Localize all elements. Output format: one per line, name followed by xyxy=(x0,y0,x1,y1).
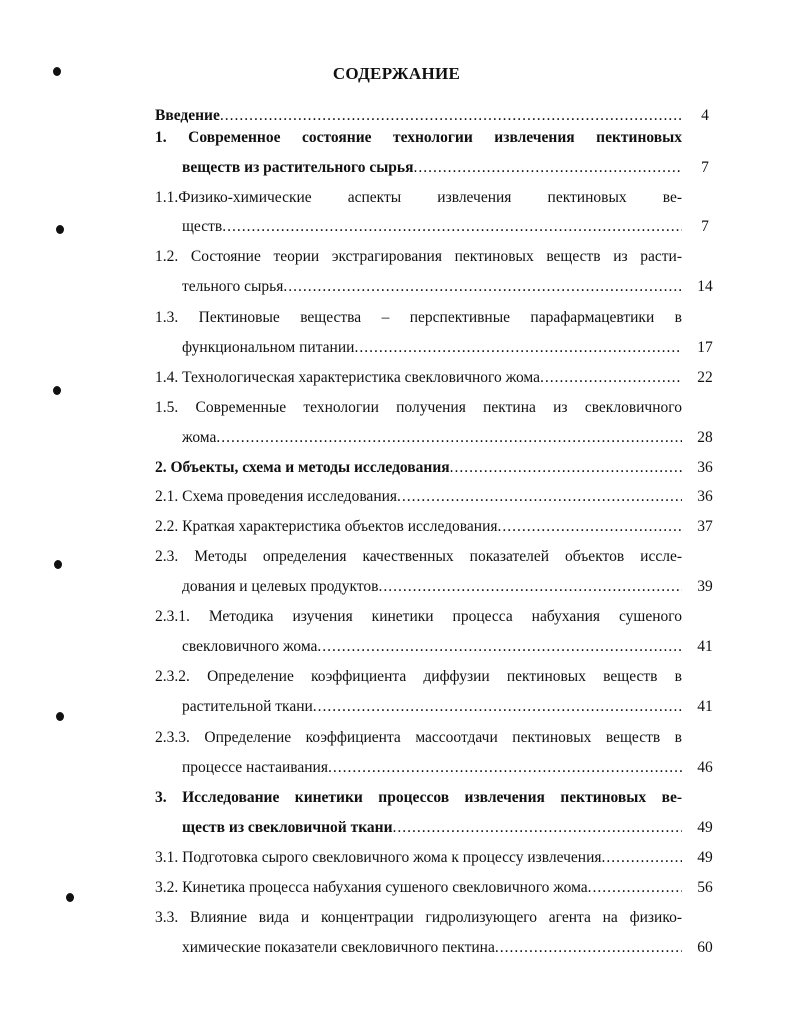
toc-page-number: 56 xyxy=(697,879,713,896)
page-title: СОДЕРЖАНИЕ xyxy=(332,64,461,83)
toc-entry xyxy=(182,758,682,778)
toc-entry xyxy=(155,458,682,478)
toc-page-number: 28 xyxy=(697,429,713,446)
toc-entry xyxy=(155,848,682,868)
toc-entry-text: 3.1. Подготовка сырого свекловичного жома к процессу извлечения xyxy=(155,849,602,866)
toc-entry-text: 1.3. Пектиновые вещества – перспективные парафармацевтики в xyxy=(155,309,682,326)
toc-entry xyxy=(182,428,682,448)
toc-entry-text: ществ xyxy=(182,218,223,235)
toc-entry-text: ществ из свекловичной ткани xyxy=(182,819,393,836)
toc-entry-text: 3.3. Влияние вида и концентрации гидролизующего агента на физико- xyxy=(155,909,682,926)
toc-page-number: 41 xyxy=(697,638,713,655)
toc-page-number: 17 xyxy=(697,339,713,356)
toc-entry xyxy=(155,106,682,126)
toc-entry-text: 2.3.2. Определение коэффициента диффузии пектиновых веществ в xyxy=(155,668,682,685)
toc-entry xyxy=(155,878,682,898)
toc-entry-text: химические показатели свекловичного пектина xyxy=(182,939,495,956)
toc-entry-text: 1.5. Современные технологии получения пектина из свекловичного xyxy=(155,399,682,416)
toc-page-number: 39 xyxy=(697,578,713,595)
toc-entry-text: 3.2. Кинетика процесса набухания сушеного свекловичного жома xyxy=(155,879,588,896)
toc-entry-text: 2. Объекты, схема и методы исследования xyxy=(155,459,450,476)
toc-page-number: 14 xyxy=(697,278,713,295)
toc-entry-text: 1. Современное состояние технологии извлечения пектиновых xyxy=(155,129,682,146)
toc-entry-text: тельного сырья xyxy=(182,278,284,295)
toc-entry-text: дования и целевых продуктов xyxy=(182,578,379,595)
toc-page-number: 41 xyxy=(697,698,713,715)
toc-page-number: 49 xyxy=(697,819,713,836)
toc-entry-text: процессе настаивания xyxy=(182,759,328,776)
toc-entry-text: 2.3. Методы определения качественных показателей объектов иссле- xyxy=(155,548,682,565)
toc-entry-text: 2.3.1. Методика изучения кинетики процесса набухания сушеного xyxy=(155,608,682,625)
toc-entry-text: растительной ткани xyxy=(182,698,313,715)
scan-speck xyxy=(66,893,74,902)
toc-entry xyxy=(182,338,682,358)
toc-page-number: 4 xyxy=(701,107,709,124)
toc-entry-text: 2.1. Схема проведения исследования xyxy=(155,488,398,505)
toc-entry xyxy=(155,517,682,537)
toc-page-number: 7 xyxy=(701,159,709,176)
toc-entry-text: 1.1.Физико-химические аспекты извлечения пектиновых ве- xyxy=(155,189,682,206)
toc-entry-text: жома xyxy=(182,429,217,446)
scan-speck xyxy=(53,386,61,395)
toc-entry-text: функциональном питании xyxy=(182,339,355,356)
toc-page-number: 7 xyxy=(701,218,709,235)
toc-entry xyxy=(182,697,682,717)
toc-page-number: 49 xyxy=(697,849,713,866)
toc-entry-text: веществ из растительного сырья xyxy=(182,159,414,176)
toc-entry-text: свекловичного жома xyxy=(182,638,318,655)
toc-entry xyxy=(182,217,682,237)
toc-entry xyxy=(182,577,682,597)
toc-entry xyxy=(182,158,682,178)
toc-entry-text: 1.2. Состояние теории экстрагирования пектиновых веществ из расти- xyxy=(155,248,682,265)
toc-page-number: 36 xyxy=(697,488,713,505)
scan-speck xyxy=(56,712,64,721)
toc-entry xyxy=(155,368,682,388)
scan-speck xyxy=(56,225,64,234)
scan-speck xyxy=(54,560,62,569)
toc-entry-text: Введение xyxy=(155,107,220,124)
toc-page-number: 22 xyxy=(697,369,713,386)
toc-entry-text: 2.2. Краткая характеристика объектов исследования xyxy=(155,518,498,535)
toc-page-number: 46 xyxy=(697,759,713,776)
toc-entry xyxy=(182,938,682,958)
toc-entry xyxy=(182,637,682,657)
toc-entry-text: 2.3.3. Определение коэффициента массоотдачи пектиновых веществ в xyxy=(155,729,682,746)
toc-entry xyxy=(182,818,682,838)
toc-page-number: 36 xyxy=(697,459,713,476)
toc-page-number: 37 xyxy=(697,518,713,535)
toc-entry xyxy=(155,487,682,507)
toc-entry-text: 1.4. Технологическая характеристика свекловичного жома xyxy=(155,369,541,386)
toc-entry xyxy=(182,277,682,297)
toc-page-number: 60 xyxy=(697,939,713,956)
toc-entry-text: 3. Исследование кинетики процессов извлечения пектиновых ве- xyxy=(155,789,682,806)
